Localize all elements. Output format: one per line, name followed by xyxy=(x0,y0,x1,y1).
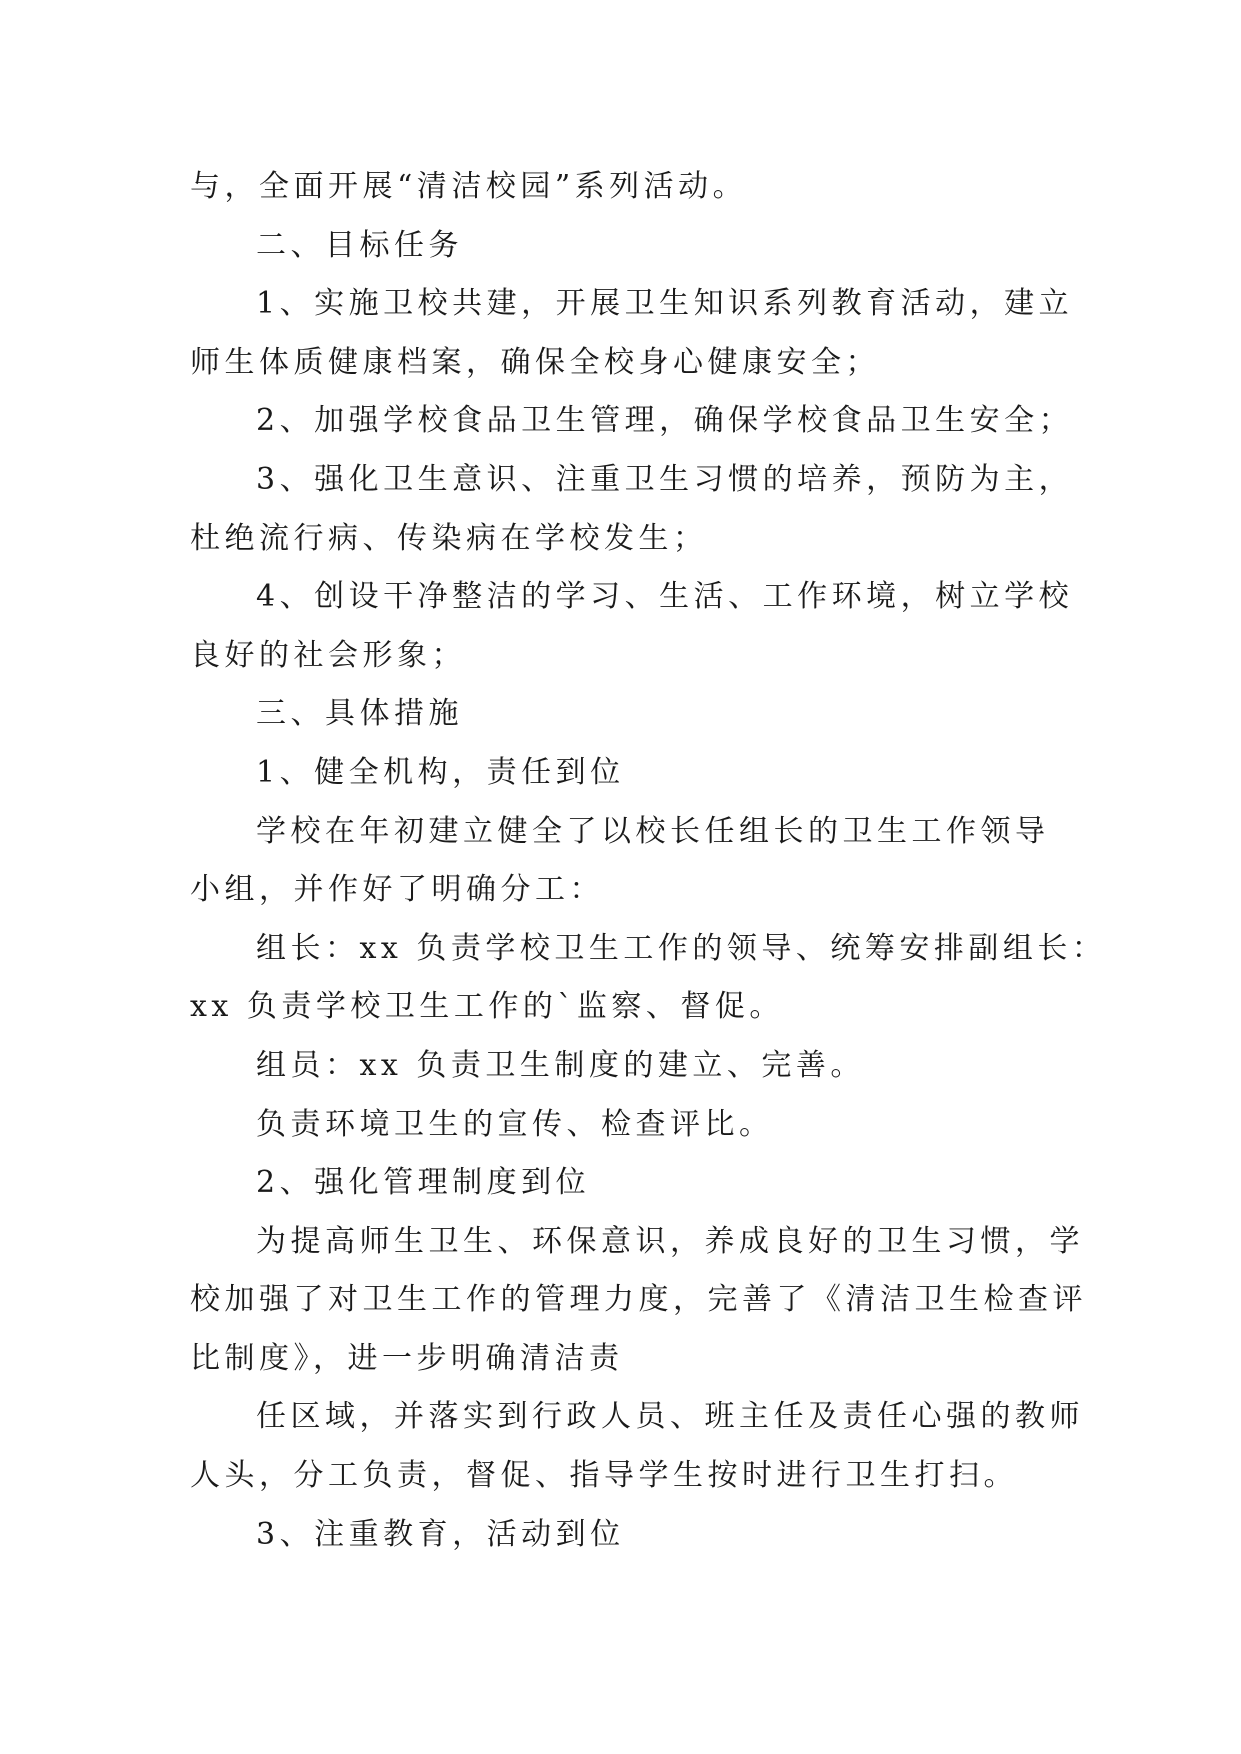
text-line: 任区域，并落实到行政人员、班主任及责任心强的教师 xyxy=(256,1399,1084,1435)
section-heading: 三、具体措施 xyxy=(256,696,463,732)
text-line: 1、实施卫校共建，开展卫生知识系列教育活动，建立 xyxy=(256,286,1074,322)
text-line: 负责环境卫生的宣传、检查评比。 xyxy=(256,1106,774,1142)
text-line: 师生体质健康档案，确保全校身心健康安全； xyxy=(190,344,880,380)
text-line: 为提高师生卫生、环保意识，养成良好的卫生习惯，学 xyxy=(256,1223,1084,1259)
text-line: 校加强了对卫生工作的管理力度，完善了《清洁卫生检查评 xyxy=(190,1282,1087,1318)
subsection-heading: 1、健全机构，责任到位 xyxy=(256,754,625,790)
subsection-heading: 3、注重教育，活动到位 xyxy=(256,1516,625,1552)
text-line: 小组，并作好了明确分工： xyxy=(190,872,604,908)
text-line: 与，全面开展“清洁校园”系列活动。 xyxy=(190,169,748,204)
text-line: 2、加强学校食品卫生管理，确保学校食品卫生安全； xyxy=(256,403,1074,439)
text-line: 学校在年初建立健全了以校长任组长的卫生工作领导 xyxy=(256,813,1050,849)
section-heading: 二、目标任务 xyxy=(256,227,463,263)
text-line: 3、强化卫生意识、注重卫生习惯的培养，预防为主， xyxy=(256,461,1074,497)
text-line: 4、创设干净整洁的学习、生活、工作环境，树立学校 xyxy=(256,579,1074,615)
subsection-heading: 2、强化管理制度到位 xyxy=(256,1165,591,1201)
document-body xyxy=(190,158,1107,1564)
text-line: 杜绝流行病、传染病在学校发生； xyxy=(190,520,708,556)
text-line: 组长：xx 负责学校卫生工作的领导、统筹安排副组长： xyxy=(256,930,1107,966)
text-line: 人头，分工负责，督促、指导学生按时进行卫生打扫。 xyxy=(190,1458,1018,1494)
text-line: 比制度》，进一步明确清洁责 xyxy=(190,1340,624,1376)
text-line: 良好的社会形象； xyxy=(190,637,466,673)
text-line: 组员：xx 负责卫生制度的建立、完善。 xyxy=(256,1047,865,1083)
text-line: xx 负责学校卫生工作的`监察、督促。 xyxy=(190,989,784,1025)
